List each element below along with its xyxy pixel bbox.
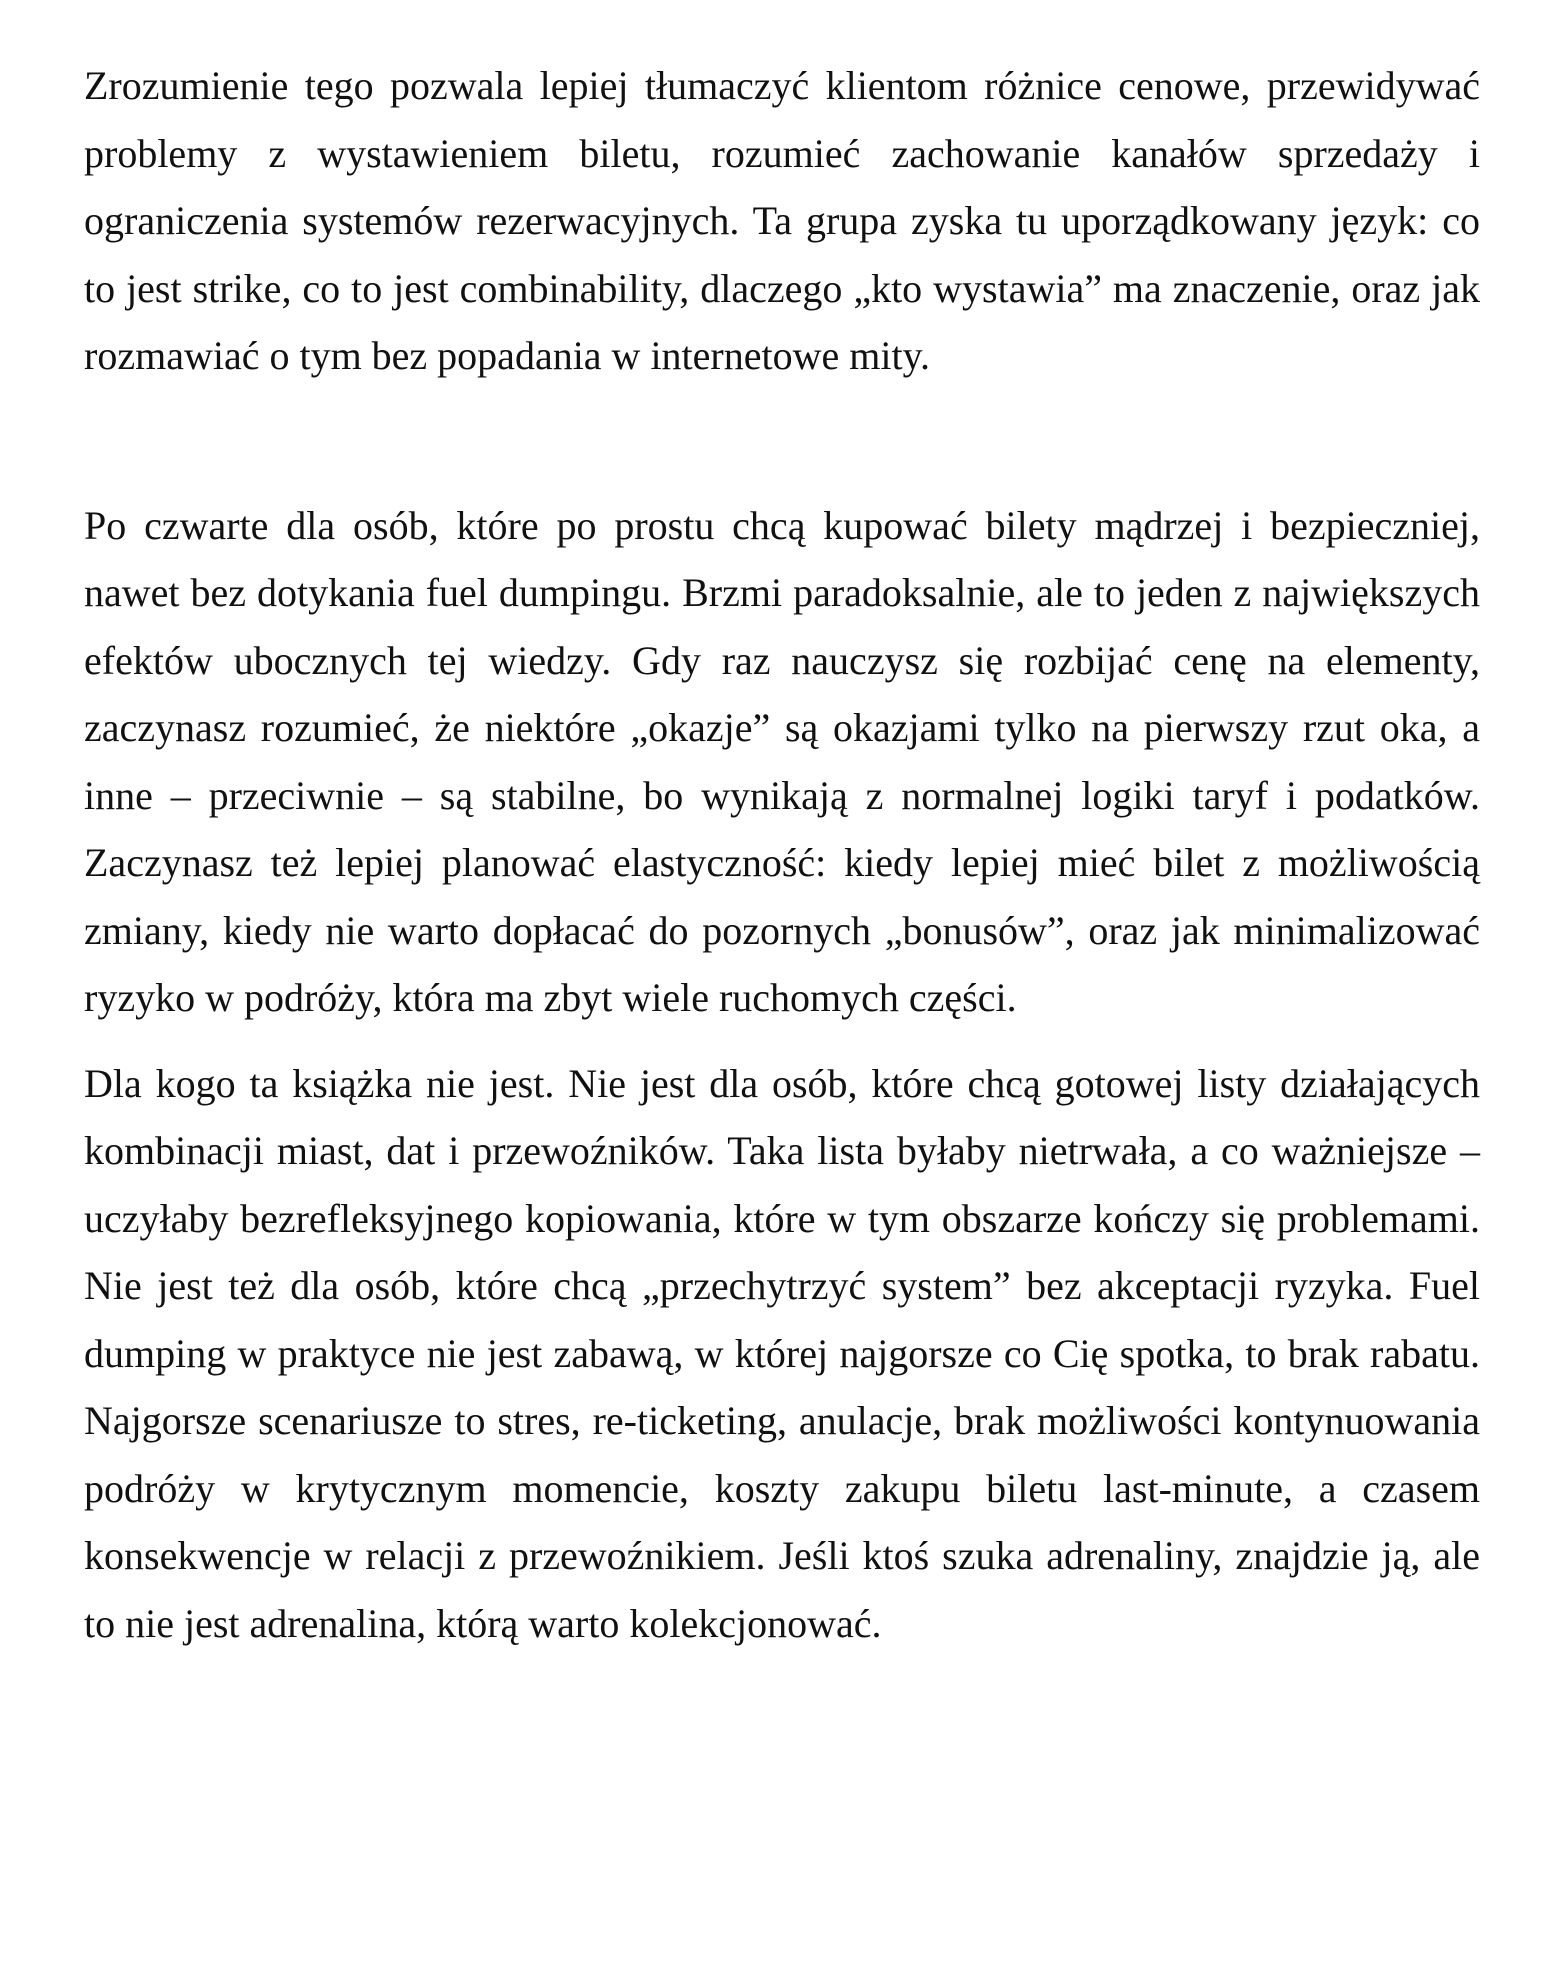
paragraph-understanding-benefits: Zrozumienie tego pozwala lepiej tłumaczyć klientom różnice cenowe, przewidywać problemy z wystawieniem biletu, rozumieć zachowanie kanałów sprzedaży i ograniczenia systemów rezerwacyjnych. Ta grupa zyska tu uporządkowany język: co to jest strike, co to jest combinability, dlaczego „kto wystawia” ma znaczenie, oraz jak rozmawiać o tym bez popadania w internetowe mity.	[84, 63, 1480, 378]
document-page	[84, 52, 1480, 1657]
paragraph-fourth-audience: Po czwarte dla osób, które po prostu chcą kupować bilety mądrzej i bezpieczniej, nawet bez dotykania fuel dumpingu. Brzmi paradoksalnie, ale to jeden z największych efektów ubocznych tej wiedzy. Gdy raz nauczysz się rozbijać cenę na elementy, zaczynasz rozumieć, że niektóre „okazje” są okazjami tylko na pierwszy rzut oka, a inne – przeciwnie – są stabilne, bo wynikają z normalnej logiki taryf i podatków. Zaczynasz też lepiej planować elastyczność: kiedy lepiej mieć bilet z możliwością zmiany, kiedy nie warto dopłacać do pozornych „bonusów”, oraz jak minimalizować ryzyko w podróży, która ma zbyt wiele ruchomych części.	[84, 502, 1480, 1020]
paragraph-who-not-for: Dla kogo ta książka nie jest. Nie jest dla osób, które chcą gotowej listy działających kombinacji miast, dat i przewoźników. Taka lista byłaby nietrwała, a co ważniejsze – uczyłaby bezrefleksyjnego kopiowania, które w tym obszarze kończy się problemami. Nie jest też dla osób, które chcą „przechytrzyć system” bez akceptacji ryzyka. Fuel dumping w praktyce nie jest zabawą, w której najgorsze co Cię spotka, to brak rabatu. Najgorsze scenariusze to stres, re-ticketing, anulacje, brak możliwości kontynuowania podróży w krytycznym momencie, koszty zakupu biletu last-minute, a czasem konsekwencje w relacji z przewoźnikiem. Jeśli ktoś szuka adrenaliny, znajdzie ją, ale to nie jest adrenalina, którą warto kolekcjonować.	[84, 1060, 1480, 1646]
